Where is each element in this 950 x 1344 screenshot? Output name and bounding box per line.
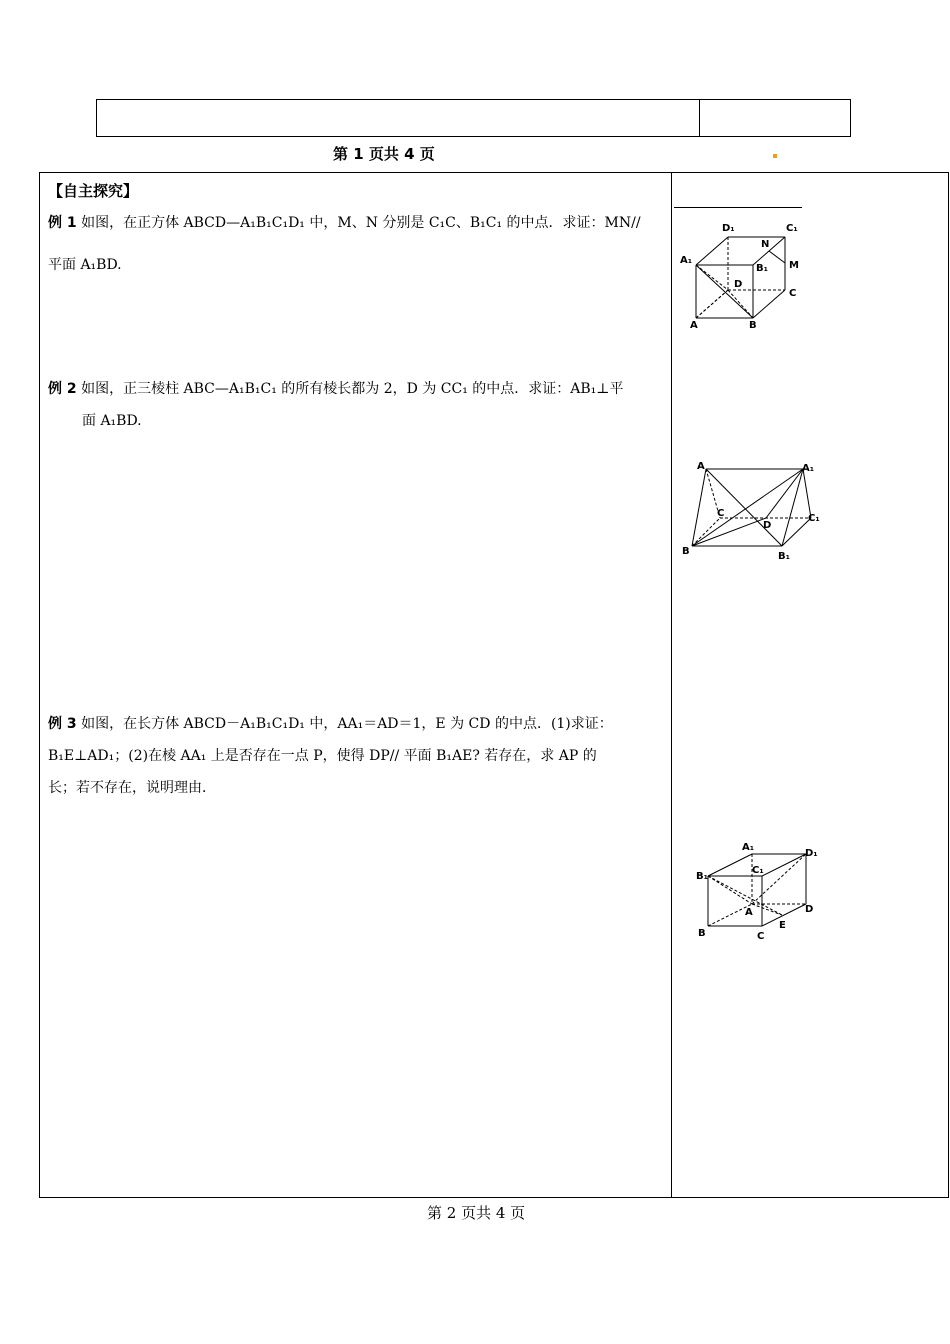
label-B1: B₁: [696, 871, 709, 882]
example-3-text: 如图，在长方体 ABCD－A₁B₁C₁D₁ 中，AA₁＝AD＝1，E 为 CD 的中点．(1)求证：: [81, 716, 613, 732]
page-number-label: 第 1 页共 4 页: [333, 145, 435, 163]
label-B: B: [698, 928, 706, 939]
label-D: D: [763, 520, 772, 531]
label-A: A: [697, 461, 705, 472]
label-D1: D₁: [805, 848, 818, 859]
example-1-line-2: 平面 A₁BD.: [48, 257, 122, 273]
label-B1: B₁: [756, 263, 769, 274]
label-D: D: [734, 279, 743, 290]
section-title: 【自主探究】: [48, 182, 139, 200]
label-C: C: [717, 508, 725, 519]
label-D: D: [805, 904, 814, 915]
example-2-line-2: 面 A₁BD.: [82, 413, 142, 429]
label-A: A: [745, 907, 753, 918]
label-A1: A₁: [680, 255, 693, 266]
marker-dot: [773, 154, 777, 158]
label-C: C: [757, 931, 765, 942]
label-B: B: [682, 546, 690, 557]
footer-page-number: 第 2 页共 4 页: [427, 1204, 526, 1222]
label-E: E: [779, 920, 786, 931]
column-divider: [671, 173, 672, 1197]
example-1-label: 例 1: [48, 215, 77, 231]
example-1-text: 如图，在正方体 ABCD—A₁B₁C₁D₁ 中，M、N 分别是 C₁C、B₁C₁ 的中点．求证：MN//: [81, 215, 641, 231]
cuboid-figure: [690, 836, 830, 946]
label-D1: D₁: [722, 223, 735, 234]
label-A: A: [690, 320, 698, 331]
example-3-line-1: [48, 714, 613, 734]
cube-figure: [676, 215, 816, 335]
label-A1: A₁: [742, 842, 755, 853]
figure-rule: [674, 207, 802, 208]
example-3-label: 例 3: [48, 716, 77, 732]
example-3-line-2: B₁E⊥AD₁；(2)在棱 AA₁ 上是否存在一点 P，使得 DP// 平面 B₁AE? 若存在，求 AP 的: [48, 748, 597, 764]
label-C1: C₁: [808, 513, 820, 524]
label-N: N: [761, 239, 770, 250]
label-B: B: [749, 320, 757, 331]
label-A1: A₁: [802, 463, 815, 474]
header-table: [96, 99, 851, 137]
example-2-text: 如图，正三棱柱 ABC—A₁B₁C₁ 的所有棱长都为 2，D 为 CC₁ 的中点．求证：AB₁⊥平: [81, 381, 624, 397]
example-3-line-3: 长；若不存在，说明理由．: [48, 780, 216, 796]
example-2-line-1: [48, 379, 623, 399]
example-2-label: 例 2: [48, 381, 77, 397]
prism-figure: [680, 458, 840, 568]
label-C1: C₁: [786, 223, 798, 234]
example-1-line-1: [48, 213, 641, 233]
label-C: C: [789, 288, 797, 299]
label-B1: B₁: [778, 551, 791, 562]
table-divider: [699, 100, 700, 136]
label-M: M: [789, 260, 799, 271]
label-C1: C₁: [752, 865, 764, 876]
